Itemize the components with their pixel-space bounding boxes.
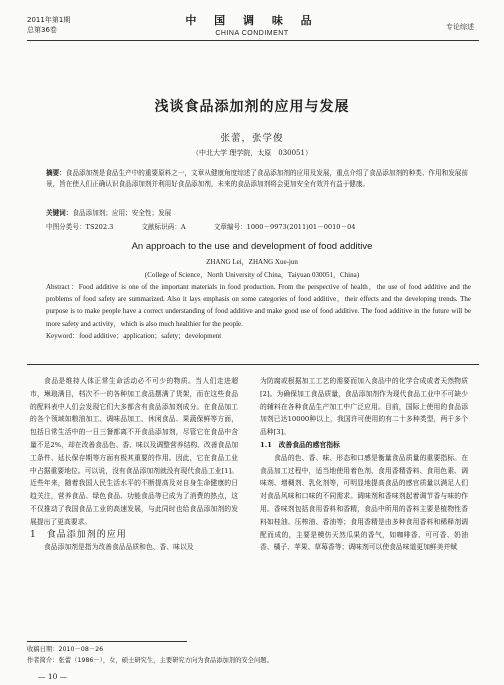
english-abstract-label: Abstract： <box>46 283 79 291</box>
issue-label: 2011年第1期 <box>27 16 71 24</box>
body-right-column <box>260 375 468 554</box>
body-paragraph: 食品添加剂是指为改善食品品质和色、香、味以及 <box>44 543 194 552</box>
body-paragraph: 食品的色、香、味、形态和口感是衡量食品质量的重要指标。在食品加工过程中，适当地使用着色剂、食用香精香料、食用色素、调味剂、增稠剂、乳化剂等，可明显地提高食品的感官质量以满足人们对食品风味和口味的不同需求。调味剂和香味剂起着调节香与味的作用。香味剂包括食用香料和香精，食品中所用的香料主要是植物性香料如桂油、压榨油、香油等；食用香精是由多种食用香料和稀释剂调配而成的，主要是模仿天然瓜果的香气，如咖啡香、可可香、奶油香、橘子、苹果、草莓香等；调味剂可以使食品味道更加鲜美并赋 <box>260 453 468 552</box>
abstract-cn-text: 食品添加剂是食品生产中的重要原料之一，文章从健康角度综述了食品添加剂的应用及发展，重点介绍了食品添加剂的种类、作用和发展前景，旨在使人们正确认识食品添加剂并利用好食品添加剂，未来的食品添加剂将会更加安全有效并有益于健康。 <box>46 169 468 188</box>
abstract-separator <box>27 364 479 365</box>
header-rule <box>27 40 479 41</box>
english-title: An approach to the use and development of food additive <box>131 241 373 252</box>
english-keywords-label: Keyword： <box>46 331 80 340</box>
abstract-cn <box>46 168 471 190</box>
journal-name-en: CHINA CONDIMENT <box>215 30 289 37</box>
keywords-cn <box>46 208 471 219</box>
journal-masthead <box>0 12 504 37</box>
keywords-cn-label: 关键词： <box>46 209 73 217</box>
author-bio: 作者简介：张蕾（1986－），女，硕士研究生，主要研究方向为食品添加剂的安全问题。 <box>27 657 273 664</box>
english-authors: ZHANG Lei，ZHANG Xue-jun <box>206 258 298 266</box>
abstract-cn-label: 摘要： <box>46 169 66 177</box>
footnote-rule <box>27 641 187 642</box>
classification-line <box>46 222 471 233</box>
article-title: 浅谈食品添加剂的应用与发展 <box>154 99 350 115</box>
subsection-heading: 1.1 改善食品的感官指标 <box>260 440 340 449</box>
article-number: 文章编号：1000－9973(2011)01－0010－04 <box>213 223 356 231</box>
section-heading: 1 食品添加剂的应用 <box>30 529 127 540</box>
footnote <box>27 644 479 666</box>
author-affiliation: （中北大学 理学院，太原 030051） <box>192 149 312 157</box>
english-keywords-text: food additive；application；safety；development <box>79 331 222 340</box>
document-code: 文献标识码：A <box>141 223 186 231</box>
body-paragraph: 食品是维持人体正常生命活动必不可少的物质。当人们走进超市，琳琅满目，档次不一的各种加工食品摆满了货架，而在这些食品的配料表中人们会发现它们大多都含有食品添加剂成分。在食品加工的各个领域如粮油加工、调味品加工、休闲食品、果蔬保鲜等方面，包括日常生活中的一日三餐都离不开食品添加剂，尽管它在食品中含量不足2%，却在改善食品色、香、味以及调整营养结构、改善食品加工条件、延长保存期等方面有极其重要的作用。因此，它在食品工业中占据重要地位。可以说，没有食品添加剂就没有现代食品工业[1]。近些年来，随着我国人民生活水平的不断提高及对自身生命健康的日趋关注，营养食品、绿色食品、功能食品等已成为了消费的热点，这不仅推动了我国食品工业的高速发展，与此同时也给食品添加剂的发展提出了更高要求。 <box>30 377 238 526</box>
english-abstract <box>46 281 471 342</box>
english-abstract-text: Food additive is one of the important materials in food production. From the perspective of health，the use of food additive and the problems of food safety are summarized. Also it lays emphasis on some categories of food additive，their effects and the developing trends. The purpose is to make people have a correct understanding of food additive and make good use of food additive. The food additive in the future will be more safety and activity，which is also much healthier for the people. <box>46 283 472 328</box>
author-names: 张蕾，张学俊 <box>220 133 284 144</box>
journal-name-cn: 中 国 调 味 品 <box>185 14 319 27</box>
volume-label: 总第36卷 <box>27 26 57 34</box>
body-left-column <box>30 375 238 554</box>
body-paragraph: 为防腐或根据加工工艺的需要而加入食品中的化学合成或者天然物质[2]。为确保加工食品质量，食品添加剂作为现代食品工业中不可缺少的辅料在各种食品生产加工中广泛应用。目前，国际上使用的食品添加剂已达10000种以上，我国许可使用的有二十多种类型，两千多个品种[3]。 <box>260 377 468 437</box>
column-label: 专论综述 <box>446 23 474 31</box>
clc-number: 中图分类号：TS202.3 <box>46 223 114 231</box>
english-affiliation: (College of Science，North University of China，Taiyuan 030051，China) <box>144 271 360 279</box>
page-number: — 10 — <box>38 672 68 681</box>
keywords-cn-text: 食品添加剂；应用；安全性；发展 <box>72 209 172 217</box>
received-date: 收稿日期：2010－08－26 <box>27 646 104 653</box>
